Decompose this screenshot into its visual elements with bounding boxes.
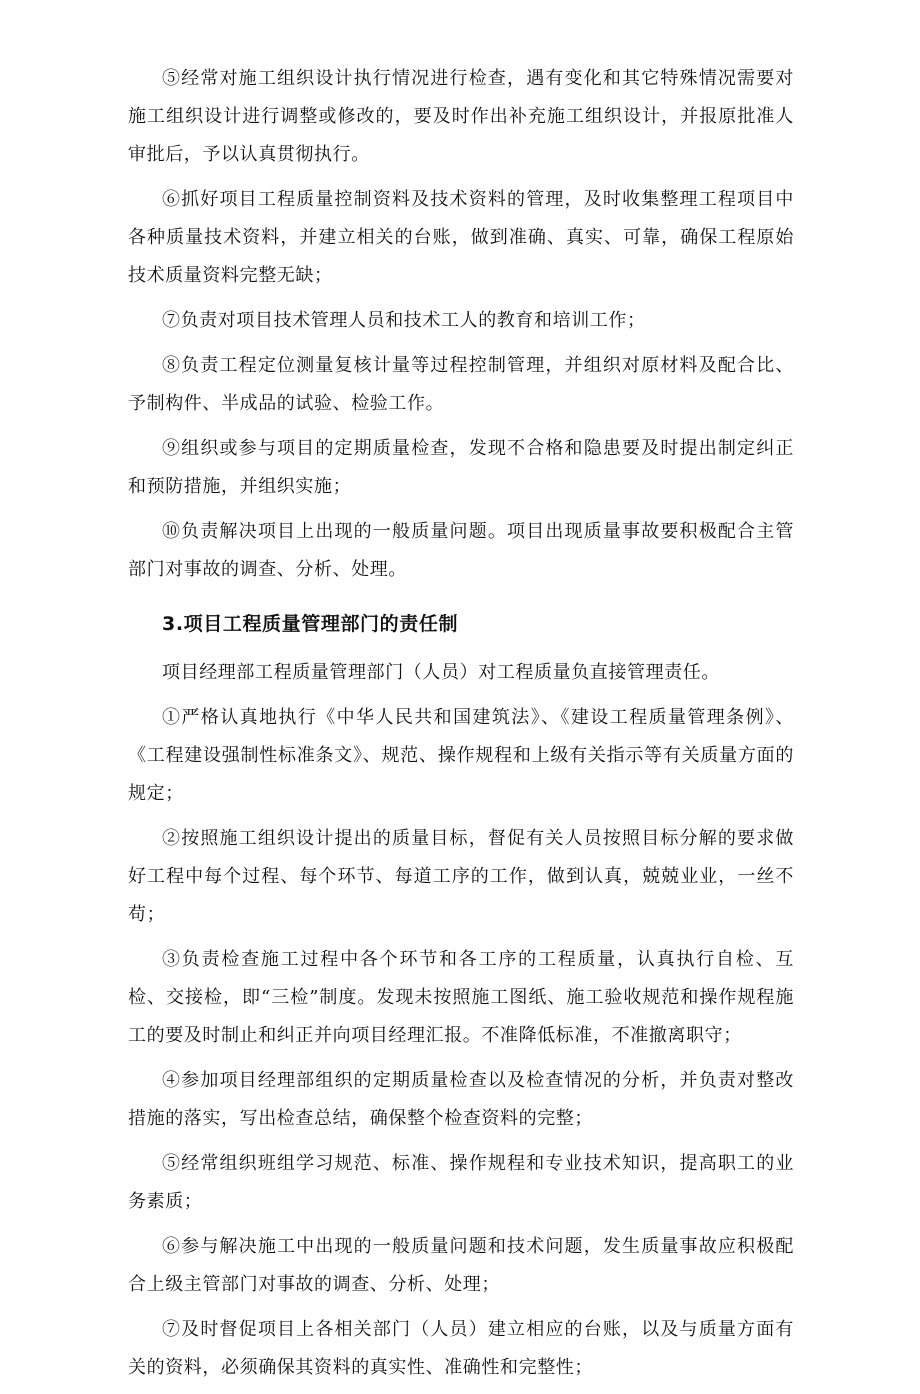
paragraph-item-9-periodic-inspection: ⑨组织或参与项目的定期质量检查，发现不合格和隐患要及时提出制定纠正和预防措施，并组织实施；: [128, 438, 794, 497]
paragraph-section-3-item-2: ②按照施工组织设计提出的质量目标，督促有关人员按照目标分解的要求做好工程中每个过程、每个环节、每道工序的工作，做到认真，兢兢业业，一丝不苟；: [128, 828, 794, 925]
paragraph-section-3-item-7: ⑦及时督促项目上各相关部门（人员）建立相应的台账，以及与质量方面有关的资料，必须确保其资料的真实性、准确性和完整性；: [128, 1319, 794, 1378]
paragraph-section-3-item-5: ⑤经常组织班组学习规范、标准、操作规程和专业技术知识，提高职工的业务素质；: [128, 1153, 794, 1212]
paragraph-item-6-quality-records: ⑥抓好项目工程质量控制资料及技术资料的管理，及时收集整理工程项目中各种质量技术资料，并建立相关的台账，做到准确、真实、可靠，确保工程原始技术质量资料完整无缺；: [128, 189, 794, 286]
paragraph-item-8-measurement-control: ⑧负责工程定位测量复核计量等过程控制管理，并组织对原材料及配合比、予制构件、半成品的试验、检验工作。: [128, 355, 794, 414]
paragraph-item-7-training: ⑦负责对项目技术管理人员和技术工人的教育和培训工作；: [162, 310, 646, 331]
paragraph-item-5-plan-review: ⑤经常对施工组织设计执行情况进行检查，遇有变化和其它特殊情况需要对施工组织设计进行调整或修改的，要及时作出补充施工组织设计，并报原批准人审批后，予以认真贯彻执行。: [128, 68, 794, 165]
paragraph-section-3-item-4: ④参加项目经理部组织的定期质量检查以及检查情况的分析，并负责对整改措施的落实，写出检查总结，确保整个检查资料的完整；: [128, 1070, 794, 1129]
paragraph-section-3-item-1: ①严格认真地执行《中华人民共和国建筑法》、《建设工程质量管理条例》、《工程建设强制性标准条文》、规范、操作规程和上级有关指示等有关质量方面的规定；: [128, 707, 794, 804]
section-heading-3: 3.项目工程质量管理部门的责任制: [162, 613, 459, 635]
paragraph-section-3-item-3: ③负责检查施工过程中各个环节和各工序的工程质量，认真执行自检、互检、交接检，即“三检”制度。发现未按照施工图纸、施工验收规范和操作规程施工的要及时制止和纠正并向项目经理汇报。不准降低标准，不准撤离职守；: [128, 949, 794, 1046]
paragraph-section-3-intro: 项目经理部工程质量管理部门（人员）对工程质量负直接管理责任。: [162, 662, 720, 683]
paragraph-item-10-quality-issues: ⑩负责解决项目上出现的一般质量问题。项目出现质量事故要积极配合主管部门对事故的调查、分析、处理。: [128, 521, 794, 580]
paragraph-section-3-item-6: ⑥参与解决施工中出现的一般质量问题和技术问题，发生质量事故应积极配合上级主管部门对事故的调查、分析、处理；: [128, 1236, 794, 1295]
document-body: [128, 60, 794, 1394]
